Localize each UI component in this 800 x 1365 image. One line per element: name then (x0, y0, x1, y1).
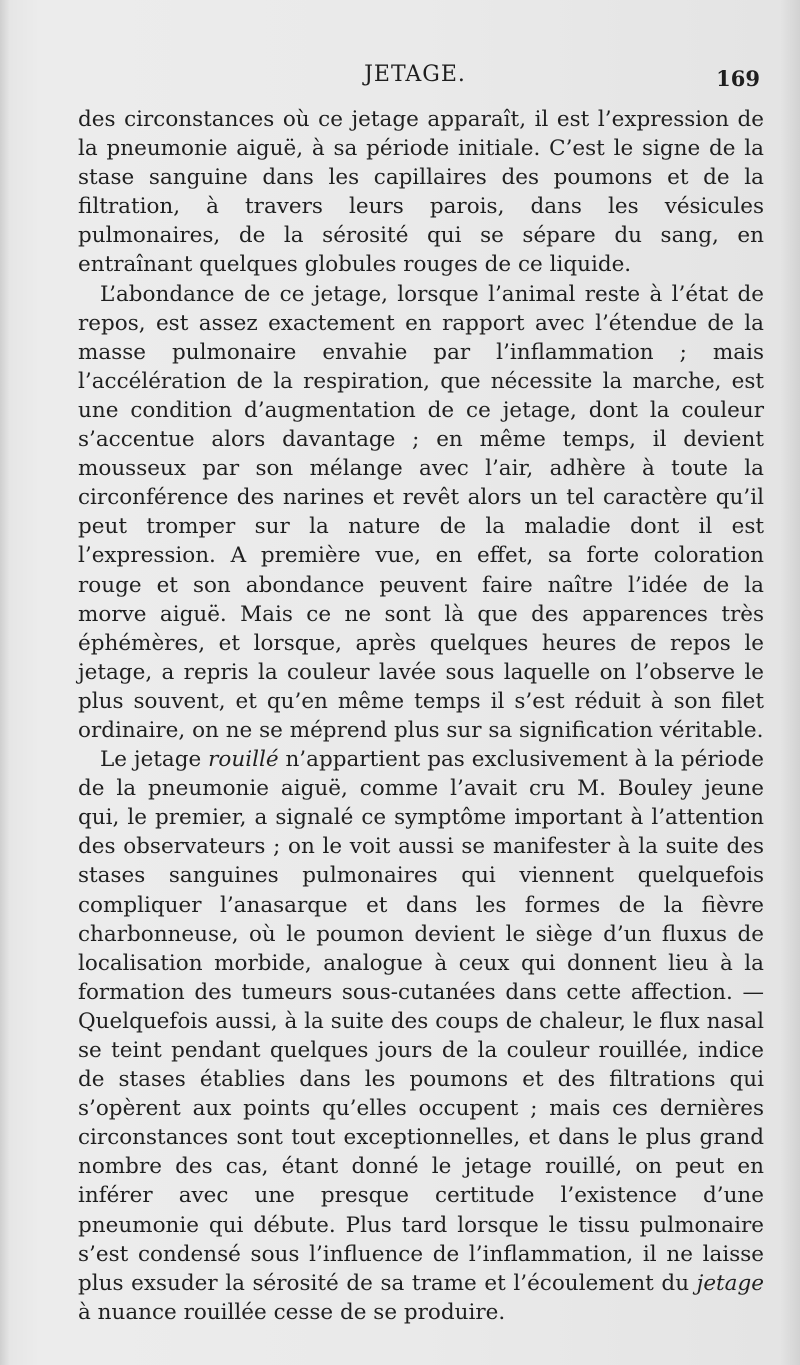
paragraph-1 (78, 105, 764, 280)
paragraph-text: des circonstances où ce jetage apparaît, il est l’expression de la pneumonie aiguë, à sa période initiale. C’est le signe de la stase sanguine dans les capillaires des poumons et de la filtration, à travers leurs parois, dans les vésicules pulmonaires, de la sérosité qui se sépare du sang, en entraînant quelques globules rouges de ce liquide. (78, 107, 764, 278)
text-body (78, 105, 764, 1327)
paragraph-2 (78, 280, 764, 746)
italic-term-rouille: rouillé (208, 747, 279, 773)
italic-term-jetage: jetage (696, 1270, 764, 1296)
paragraph-text: L’abondance de ce jetage, lorsque l’animal reste à l’état de repos, est assez exactement en rapport avec l’étendue de la masse pulmonaire envahie par l’inflammation ; mais l’accélération de la respiration, que nécessite la marche, est une condition d’augmentation de ce jetage, dont la couleur s’accentue alors davantage ; en même temps, il devient mousseux par son mélange avec l’air, adhère à toute la circonférence des narines et revêt alors un tel caractère qu’il peut tromper sur la nature de la maladie dont il est l’expression. A première vue, en effet, sa forte coloration rouge et son abondance peuvent faire naître l’idée de la morve aiguë. Mais ce ne sont là que des apparences très éphémères, et lorsque, après quelques heures de repos le jetage, a repris la couleur lavée sous laquelle on l’observe le plus souvent, et qu’en même temps il s’est réduit à son filet ordinaire, on ne se méprend plus sur sa signification véritable. (78, 281, 764, 743)
paragraph-text: Le jetage (100, 747, 209, 773)
paragraph-3 (78, 745, 764, 1327)
paragraph-text: n’appartient pas exclusivement à la période de la pneumonie aiguë, comme l’avait cru M. Bouley jeune qui, le premier, a signalé ce symptôme important à l’attention des observateurs ; on le voit aussi se manifester à la suite des stases sanguines pulmonaires qui viennent quelquefois compliquer l’anasarque et dans les formes de la fièvre charbonneuse, où le poumon devient le siège d’un fluxus de localisation morbide, analogue à ceux qui donnent lieu à la formation des tumeurs sous-cutanées dans cette affection. — Quelquefois aussi, à la suite des coups de chaleur, le flux nasal se teint pendant quelques jours de la couleur rouillée, indice de stases établies dans les poumons et des filtrations qui s’opèrent aux points qu’elles occupent ; mais ces dernières circonstances sont tout exceptionnelles, et dans le plus grand nombre des cas, étant donné le jetage rouillé, on peut en inférer avec une presque certitude l’existence d’une pneumonie qui débute. Plus tard lorsque le tissu pulmonaire s’est condensé sous l’influence de l’inflammation, il ne laisse plus exsuder la sérosité de sa trame et l’écoulement du (78, 747, 764, 1296)
page-number: 169 (716, 66, 760, 91)
running-head (0, 58, 800, 94)
running-title: JETAGE. (364, 62, 466, 87)
paragraph-text: à nuance rouillée cesse de se produire. (78, 1299, 506, 1325)
